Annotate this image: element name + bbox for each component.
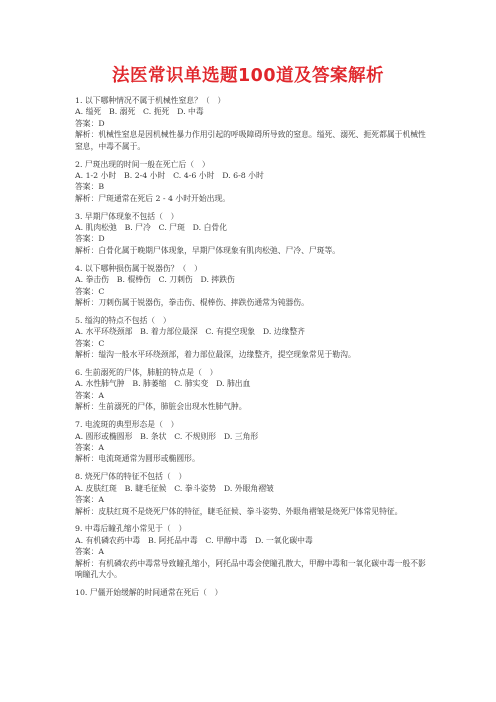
question-block	[75, 159, 427, 205]
question-options: A. 皮肤红斑 B. 睫毛征候 C. 拳斗姿势 D. 外眼角褶皱	[75, 483, 274, 493]
question-answer: 答案：D	[75, 118, 105, 128]
question-text: 9. 中毒后瞳孔缩小常见于（ ）	[75, 524, 187, 534]
question-explanation: 解析：刀刺伤属于锐器伤，拳击伤、棍棒伤、摔跌伤通常为钝器伤。	[75, 298, 309, 307]
question-text: 5. 缢沟的特点不包括（ ）	[75, 315, 171, 325]
question-explanation: 解析：缢沟一般水平环绕颈部，着力部位最深，边缘整齐，提空现象常见于勒沟。	[75, 350, 356, 360]
question-text: 7. 电流斑的典型形态是（ ）	[75, 420, 179, 430]
question-text: 6. 生前溺死的尸体，肺脏的特点是（ ）	[75, 368, 218, 378]
question-text: 4. 以下哪种损伤属于锐器伤？（ ）	[75, 263, 202, 273]
question-block	[75, 367, 427, 413]
question-explanation: 解析：生前溺死的尸体，肺脏会出现水性肺气肿。	[75, 402, 247, 412]
question-options: A. 缢死 B. 溺死 C. 扼死 D. 中毒	[75, 107, 204, 117]
question-block	[75, 95, 427, 152]
question-explanation: 解析：有机磷农药中毒常导致瞳孔缩小，阿托品中毒会使瞳孔散大，甲醇中毒和一氧化碳中毒一般不影响瞳孔大小。	[75, 558, 426, 580]
question-text: 3. 早期尸体现象不包括（ ）	[75, 211, 179, 221]
question-answer: 答案：C	[75, 338, 105, 348]
question-answer: 答案：A	[75, 390, 105, 400]
question-options: A. 1-2 小时 B. 2-4 小时 C. 4-6 小时 D. 6-8 小时	[75, 170, 264, 180]
question-explanation: 解析：电流斑通常为圆形或椭圆形。	[75, 454, 200, 464]
question-text: 2. 尸斑出现的时间一般在死亡后（ ）	[75, 159, 210, 169]
question-options: A. 肌肉松弛 B. 尸冷 C. 尸斑 D. 白骨化	[75, 223, 228, 233]
question-text: 1. 以下哪种情况不属于机械性窒息？（ ）	[75, 96, 226, 105]
question-answer: 答案：A	[75, 547, 105, 557]
question-options: A. 圆形或椭圆形 B. 条状 C. 不规则形 D. 三角形	[75, 431, 259, 441]
question-explanation: 解析：尸斑通常在死后 2 - 4 小时开始出现。	[75, 193, 231, 203]
question-explanation: 解析：皮肤红斑不是烧死尸体的特征，睫毛征候、拳斗姿势、外眼角褶皱是烧死尸体常见特征。	[75, 506, 403, 516]
question-block	[75, 315, 427, 361]
question-answer: 答案：D	[75, 234, 105, 244]
question-options: A. 水平环绕颈部 B. 着力部位最深 C. 有提空现象 D. 边缘整齐	[75, 327, 305, 337]
document-title: 法医常识单选题100道及答案解析	[111, 66, 385, 86]
question-list	[75, 95, 427, 605]
question-block	[75, 419, 427, 465]
question-options: A. 拳击伤 B. 棍棒伤 C. 刀刺伤 D. 摔跌伤	[75, 275, 235, 285]
question-answer: 答案：A	[75, 442, 105, 452]
question-options: A. 水性肺气肿 B. 肺萎缩 C. 肺实变 D. 肺出血	[75, 379, 251, 389]
question-explanation: 解析：机械性窒息是因机械性暴力作用引起的呼吸障碍所导致的窒息。缢死、溺死、扼死都属于机械性窒息，中毒不属于。	[75, 130, 426, 151]
question-answer: 答案：A	[75, 495, 105, 505]
question-block	[75, 523, 427, 580]
question-explanation: 解析：白骨化属于晚期尸体现象，早期尸体现象有肌肉松弛、尸冷、尸斑等。	[75, 245, 341, 255]
question-text: 8. 烧死尸体的特征不包括（ ）	[75, 472, 187, 482]
question-block	[75, 587, 427, 598]
question-answer: 答案：C	[75, 286, 105, 296]
question-options: A. 有机磷农药中毒 B. 阿托品中毒 C. 甲醇中毒 D. 一氧化碳中毒	[75, 535, 313, 545]
question-answer: 答案：B	[75, 182, 105, 192]
question-text: 10. 尸僵开始缓解的时间通常在死后（ ）	[75, 587, 223, 597]
question-block	[75, 471, 427, 517]
question-block	[75, 211, 427, 257]
question-block	[75, 263, 427, 309]
